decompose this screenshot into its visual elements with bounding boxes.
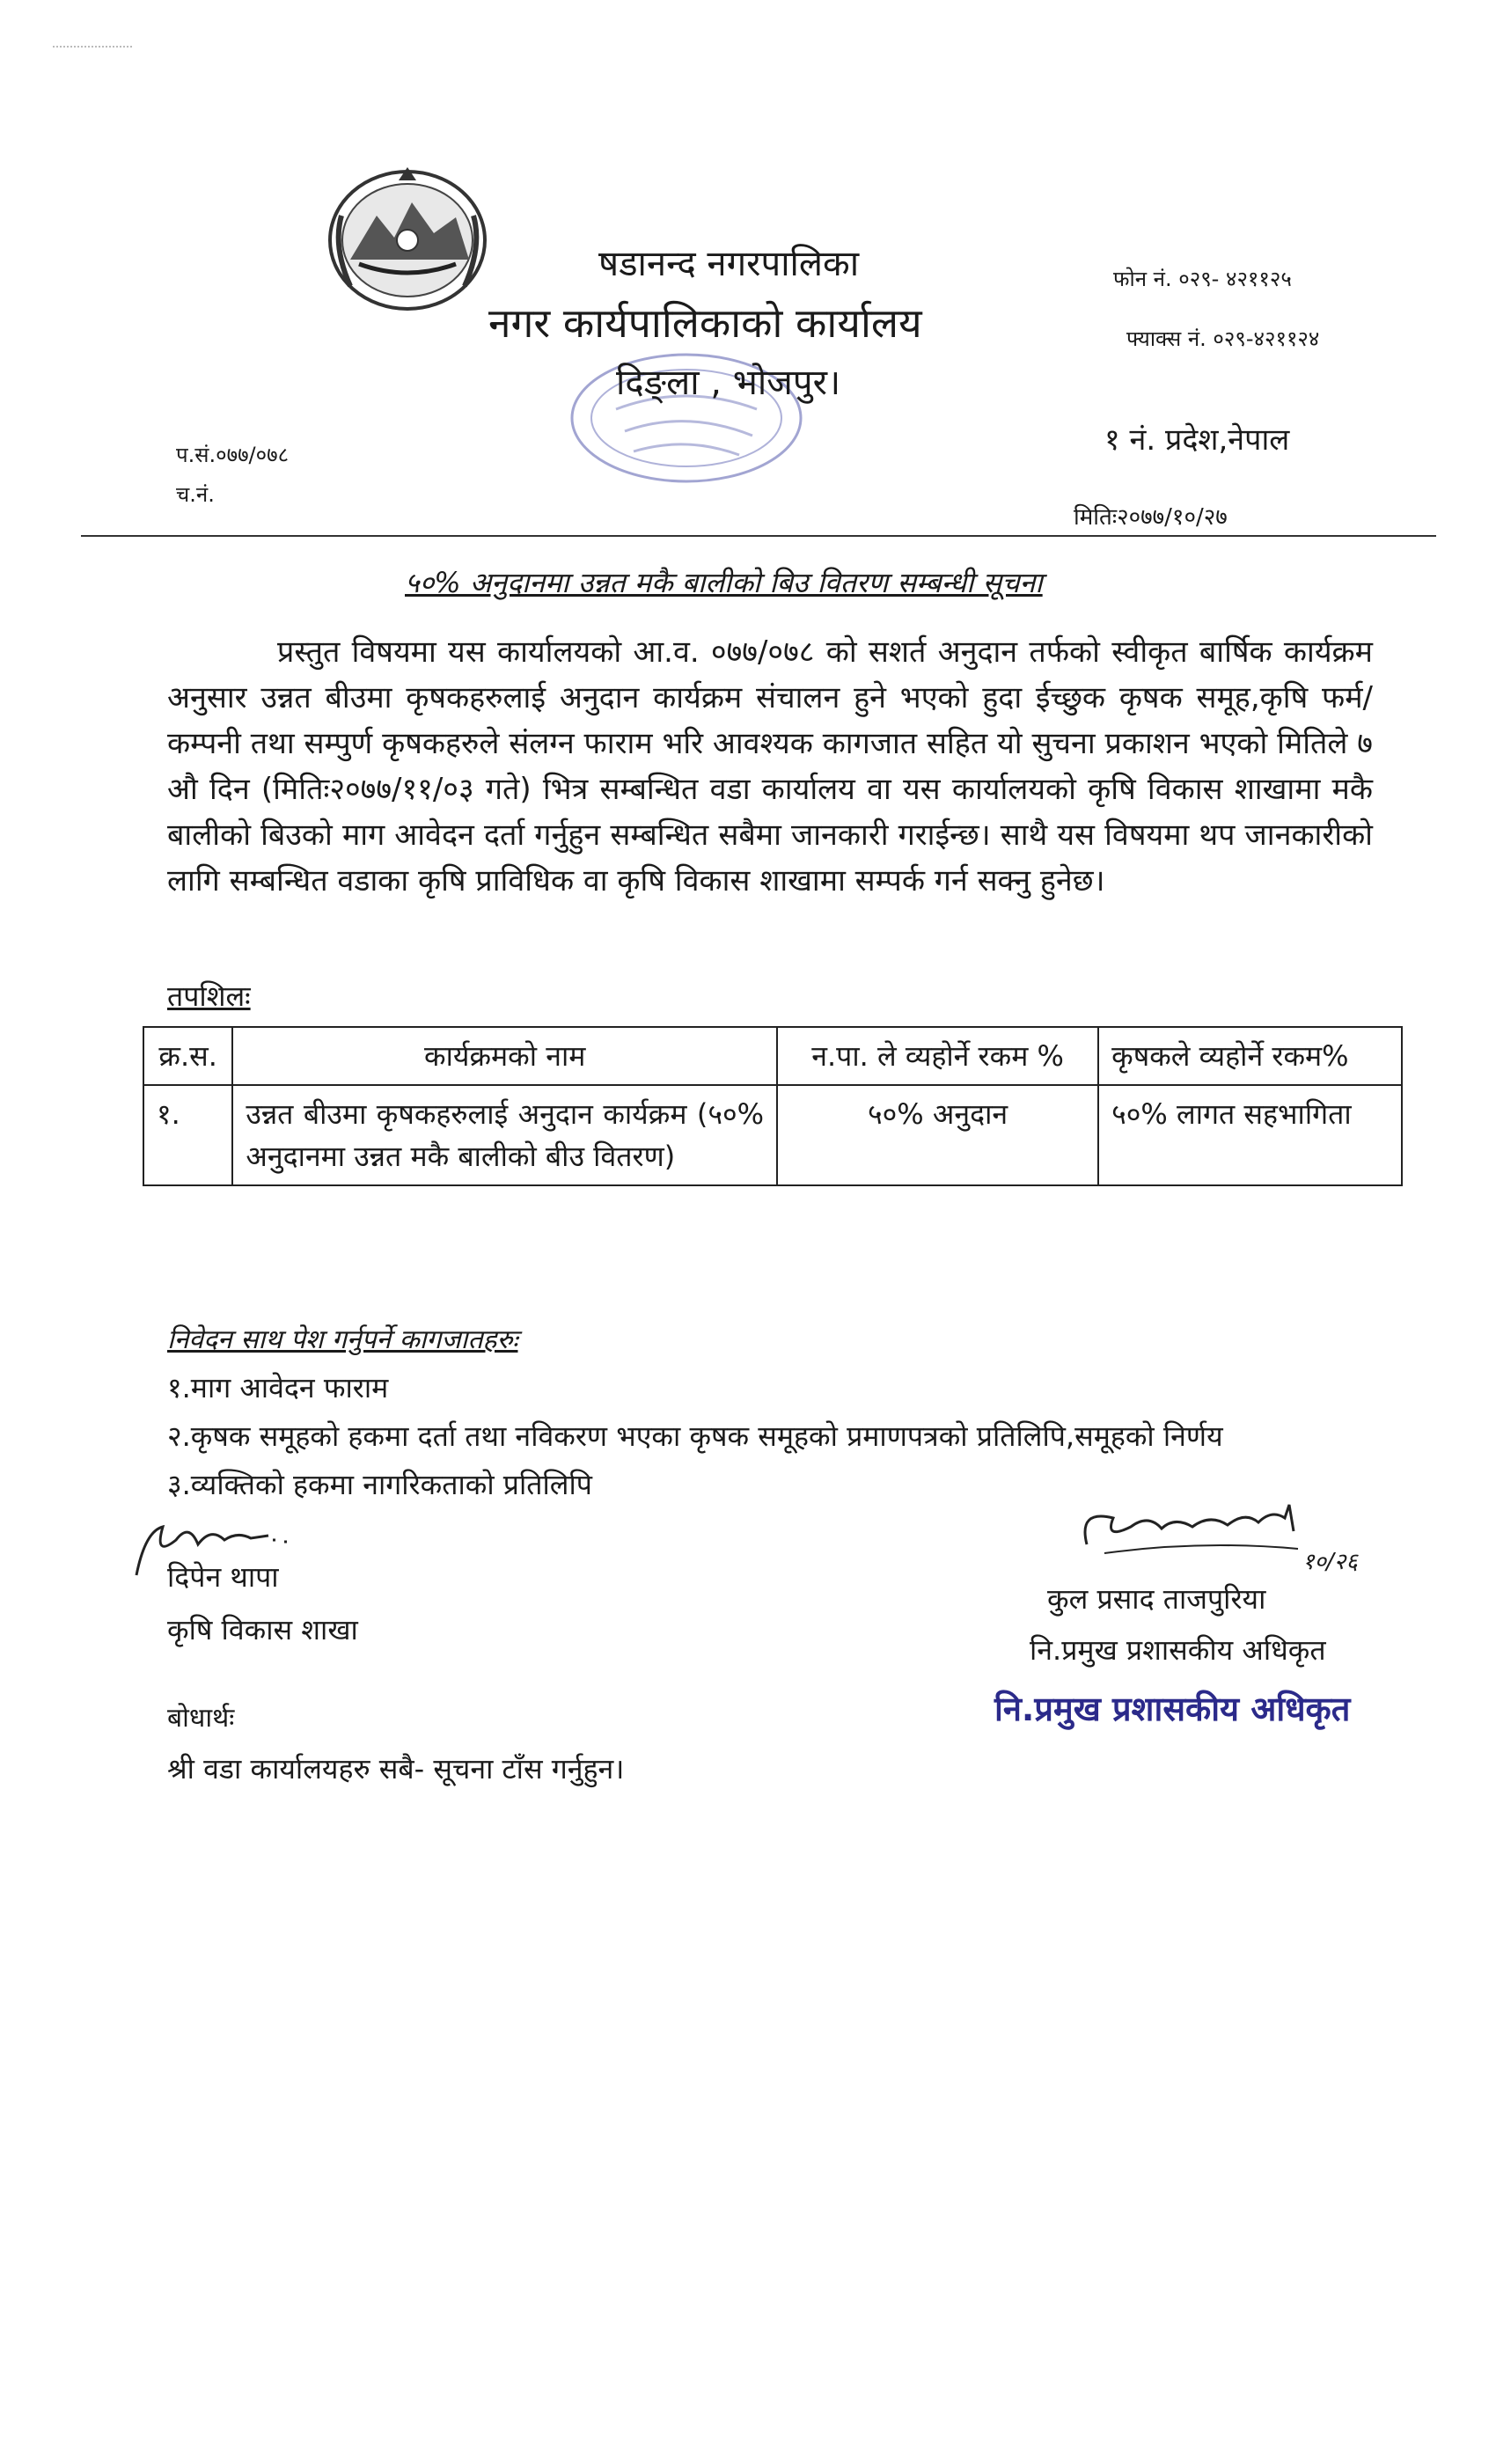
cell-sn: १. <box>143 1085 232 1185</box>
cell-program: उन्नत बीउमा कृषकहरुलाई अनुदान कार्यक्रम (५०% अनुदानमा उन्नत मकै बालीको बीउ वितरण) <box>232 1085 777 1185</box>
document-item: २.कृषक समूहको हकमा दर्ता तथा नविकरण भएका कृषक समूहको प्रमाणपत्रको प्रतिलिपि,समूहको निर्णय <box>167 1419 1223 1453</box>
fax-number: फ्याक्स नं. ०२९-४२११२४ <box>1126 326 1320 351</box>
table-row <box>143 1085 1402 1185</box>
province-label: १ नं. प्रदेश,नेपाल <box>1104 422 1290 458</box>
cc-recipients: श्री वडा कार्यालयहरु सबै- सूचना टाँस गर्नुहुन। <box>167 1752 625 1786</box>
letter-date: मितिः२०७७/१०/२७ <box>1074 504 1228 531</box>
cc-label: बोधार्थः <box>167 1703 235 1734</box>
office-address: दिङ्ला , भोजपुर। <box>616 363 841 403</box>
signatory-left-name: दिपेन थापा <box>167 1560 279 1594</box>
signatory-right-designation: नि.प्रमुख प्रशासकीय अधिकृत <box>1030 1633 1326 1667</box>
municipality-name: षडानन्द नगरपालिका <box>598 244 860 284</box>
cell-municipality-share: ५०% अनुदान <box>777 1085 1098 1185</box>
documents-heading: निवेदन साथ पेश गर्नुपर्ने कागजातहरुः <box>167 1324 518 1355</box>
col-municipality-share-header: न.पा. ले व्यहोर्ने रकम % <box>777 1027 1098 1085</box>
nepal-emblem-icon <box>324 163 491 312</box>
cell-farmer-share: ५०% लागत सहभागिता <box>1098 1085 1402 1185</box>
signatory-left-department: कृषि विकास शाखा <box>167 1613 358 1646</box>
header-divider <box>81 535 1436 537</box>
details-label: तपशिलः <box>167 979 251 1013</box>
designation-stamp: नि.प्रमुख प्रशासकीय अधिकृत <box>994 1690 1351 1728</box>
notice-body: प्रस्तुत विषयमा यस कार्यालयको आ.व. ०७७/०७८ को सशर्त अनुदान तर्फको स्वीकृत बार्षिक कार्यक्रम अनुसार उन्नत बीउमा कृषकहरुलाई अनुदान कार्यक्रम संचालन हुने भएको हुदा ईच्छुक कृषक समूह,कृषि फर्म/ कम्पनी तथा सम्पुर्ण कृषकहरुले संलग्न फाराम भरि आवश्यक कागजात सहित यो सुचना प्रकाशन भएको मितिले ७ औ दिन (मितिः२०७७/११/०३ गते) भित्र सम्बन्धित वडा कार्यालय वा यस कार्यालयको कृषि विकास शाखामा मकै बालीको बिउको माग आवेदन दर्ता गर्नुहुन सम्बन्धित सबैमा जानकारी गराईन्छ। साथै यस विषयमा थप जानकारीको लागि सम्बन्धित वडाका कृषि प्राविधिक वा कृषि विकास शाखामा सम्पर्क गर्न सक्नु हुनेछ। <box>167 634 1373 898</box>
notice-subject: ५०% अनुदानमा उन्नत मकै बालीको बिउ वितरण सम्बन्धी सूचना <box>405 566 1043 599</box>
phone-number: फोन नं. ०२९- ४२११२५ <box>1113 267 1292 291</box>
program-table <box>143 1026 1403 1186</box>
document-item: १.माग आवेदन फाराम <box>167 1371 389 1404</box>
col-farmer-share-header: कृषकले व्यहोर्ने रकम% <box>1098 1027 1402 1085</box>
dispatch-number: च.नं. <box>176 482 215 507</box>
office-name: नगर कार्यपालिकाको कार्यालय <box>488 299 922 347</box>
reference-number: प.सं.०७७/०७८ <box>176 443 290 467</box>
signature-date: १०/२६ <box>1302 1549 1358 1575</box>
col-program-header: कार्यक्रमको नाम <box>232 1027 777 1085</box>
signatory-right-name: कुल प्रसाद ताजपुरिया <box>1047 1582 1266 1616</box>
document-item: ३.व्यक्तिको हकमा नागरिकताको प्रतिलिपि <box>167 1468 592 1501</box>
col-sn-header: क्र.स. <box>143 1027 232 1085</box>
scan-mark <box>53 46 132 53</box>
table-header-row <box>143 1027 1402 1085</box>
